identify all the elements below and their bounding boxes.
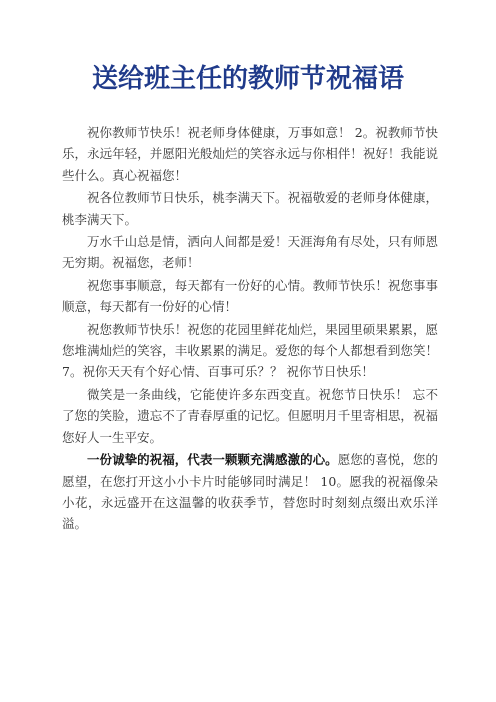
page-title: 送给班主任的教师节祝福语 <box>91 64 404 94</box>
paragraph-2: 祝各位教师节日快乐，桃李满天下。祝福敬爱的老师身体健康，桃李满天下。 <box>62 190 438 227</box>
paragraph-6: 微笑是一条曲线，它能使许多东西变直。祝您节日快乐！ 忘不了您的笑脸，遗忘不了青春厚重的记忆。但愿明月千里寄相思，祝福您好人一生平安。 <box>62 386 438 445</box>
paragraph-1: 祝你教师节快乐！祝老师身体健康，万事如意！ 2。祝教师节快乐，永远年轻，并愿阳光般灿烂的笑容永远与你相伴！祝好！我能说些什么。真心祝福您！ <box>62 125 438 183</box>
paragraph-5: 祝您教师节快乐！祝您的花园里鲜花灿烂，果园里硕果累累，愿您堆满灿烂的笑容，丰收累累的满足。爱您的每个人都想看到您笑！ 7。祝你天天有个好心情、百事可乐？？ 祝你节日快乐！ <box>62 321 438 380</box>
paragraph-7-text: 愿您的喜悦，您的愿望，在您打开这小小卡片时能够同时满足！ 10。愿我的祝福像朵小花，永远盛开在这温馨的收获季节，替您时时刻刻点缀出欢乐洋溢。 <box>62 452 438 532</box>
paragraph-7 <box>62 449 438 535</box>
document-body <box>62 122 438 536</box>
paragraph-4: 祝您事事顺意，每天都有一份好的心情。教师节快乐！祝您事事顺意，每天都有一份好的心情！ <box>62 277 438 315</box>
paragraph-7-bold-lead: 一份诚挚的祝福，代表一颗颗充满感激的心。 <box>87 452 338 468</box>
paragraph-3: 万水千山总是情，洒向人间都是爱！天涯海角有尽处，只有师恩无穷期。祝福您，老师！ <box>62 234 438 271</box>
